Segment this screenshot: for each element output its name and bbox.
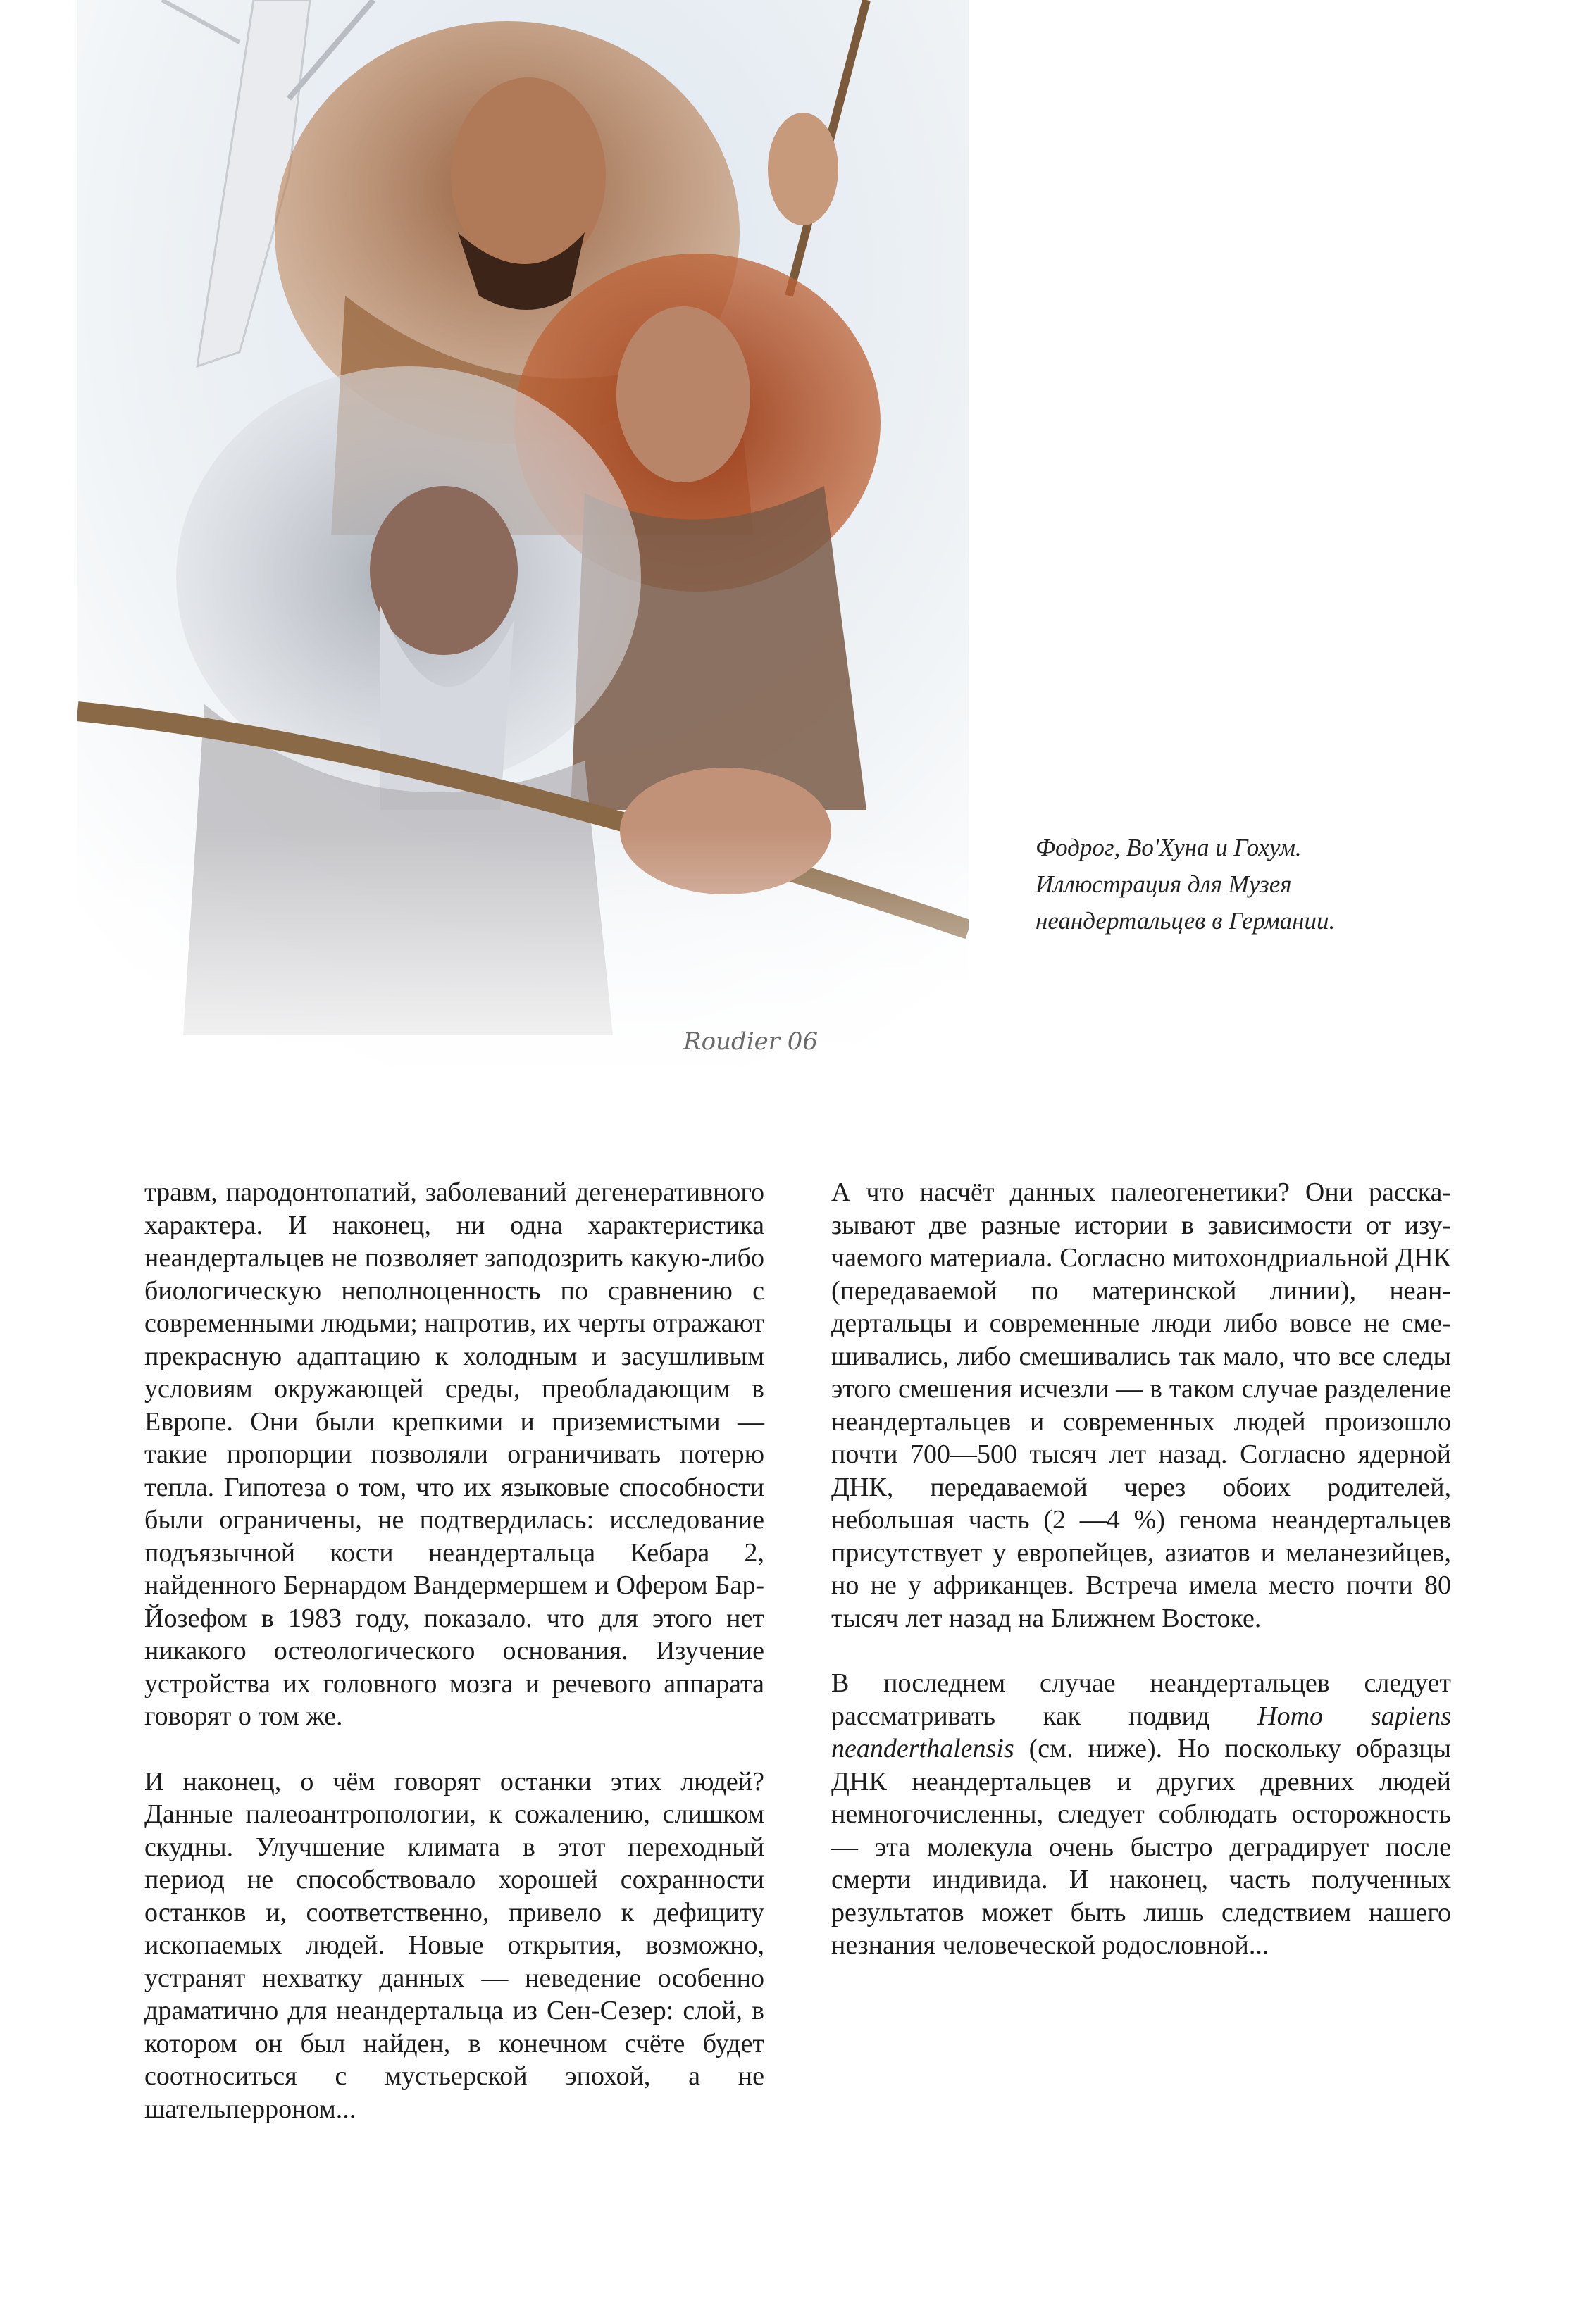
species-term: Homo sapiens neanderthalensis xyxy=(831,1701,1451,1763)
caption-line: Фодрог, Во'Хуна и Гохум. xyxy=(1036,834,1302,861)
caption-line: неандертальцев в Германии. xyxy=(1036,907,1336,935)
paragraph-text: В последнем случае неандертальцев следует рассматривать как подвид xyxy=(831,1668,1451,1731)
watercolor-painting xyxy=(77,0,969,1106)
paragraph: травм, пародонтопатий, заболеваний дегенеративного характера. И наконец, ни одна характеристика неандертальцев не позволяет заподозрить какую-либо биологическую неполноценность по сравнению с современными людьми; напротив, их черты отражают прекрасную адаптацию к холодным и засушливым условиям окружающей среды, преобладающим в Европе. Они были крепкими и приземистыми — такие пропорции позволяли ограничивать потерю тепла. Гипотеза о том, что их языковые способности были ограничены, не подтвердилась: исследование подъязычной кости неандертальца Кебара 2, найденного Бернардом Вандермершем и Офером Бар-Йозефом в 1983 году, показало. что для этого нет никакого остеологического основания. Изучение устройства их головного мозга и речевого аппарата говорят о том же. xyxy=(144,1177,764,1731)
left-column xyxy=(144,1176,764,2125)
caption-line: Иллюстрация для Музея xyxy=(1036,870,1292,898)
paragraph-text: (см. ниже). Но поскольку образцы ДНК неандертальцев и других древних людей немногочисленны, следует соблюдать осторожность — эта молекула очень быстро деградирует после смерти индивида. И наконец, часть полученных результатов может быть лишь следствием нашего незнания человеческой родословной... xyxy=(831,1734,1451,1960)
figure-caption xyxy=(1036,830,1430,939)
paragraph: И наконец, о чём говорят останки этих людей? Данные палеоантропологии, к сожалению, слишком скудны. Улучшение климата в этот переходный период не способствовало хорошей сохранности останков и, соответственно, привело к дефициту ископаемых людей. Новые открытия, возможно, устранят нехватку данных — неведение особенно драматично для неандертальца из Сен-Сезер: слой, в котором он был найден, в конечном счёте будет соотноситься с мустьерской эпохой, а не шательперроном... xyxy=(144,1766,764,2124)
paragraph: А что насчёт данных палеогенетики? Они рассказывают две разные истории в зависимости от изучаемого материала. Согласно митохондриальной ДНК (передаваемой по материнской линии), неандертальцы и современные люди либо вовсе не смешивались, либо смешивались так мало, что все следы этого смешения исчезли — в таком случае разделение неандертальцев и современных людей произошло почти 700—500 тысяч лет назад. Согласно ядерной ДНК, передаваемой через обоих родителей, небольшая часть (2 —4 %) генома неандертальцев присутствует у европейцев, азиатов и меланезийцев, но не у африканцев. Встреча имела место почти 80 тысяч лет назад на Ближнем Востоке. xyxy=(831,1177,1451,1633)
right-column xyxy=(831,1176,1451,1962)
paragraph xyxy=(831,1667,1451,1962)
artist-signature: Roudier 06 xyxy=(683,1027,819,1056)
neanderthal-illustration xyxy=(77,0,969,1106)
